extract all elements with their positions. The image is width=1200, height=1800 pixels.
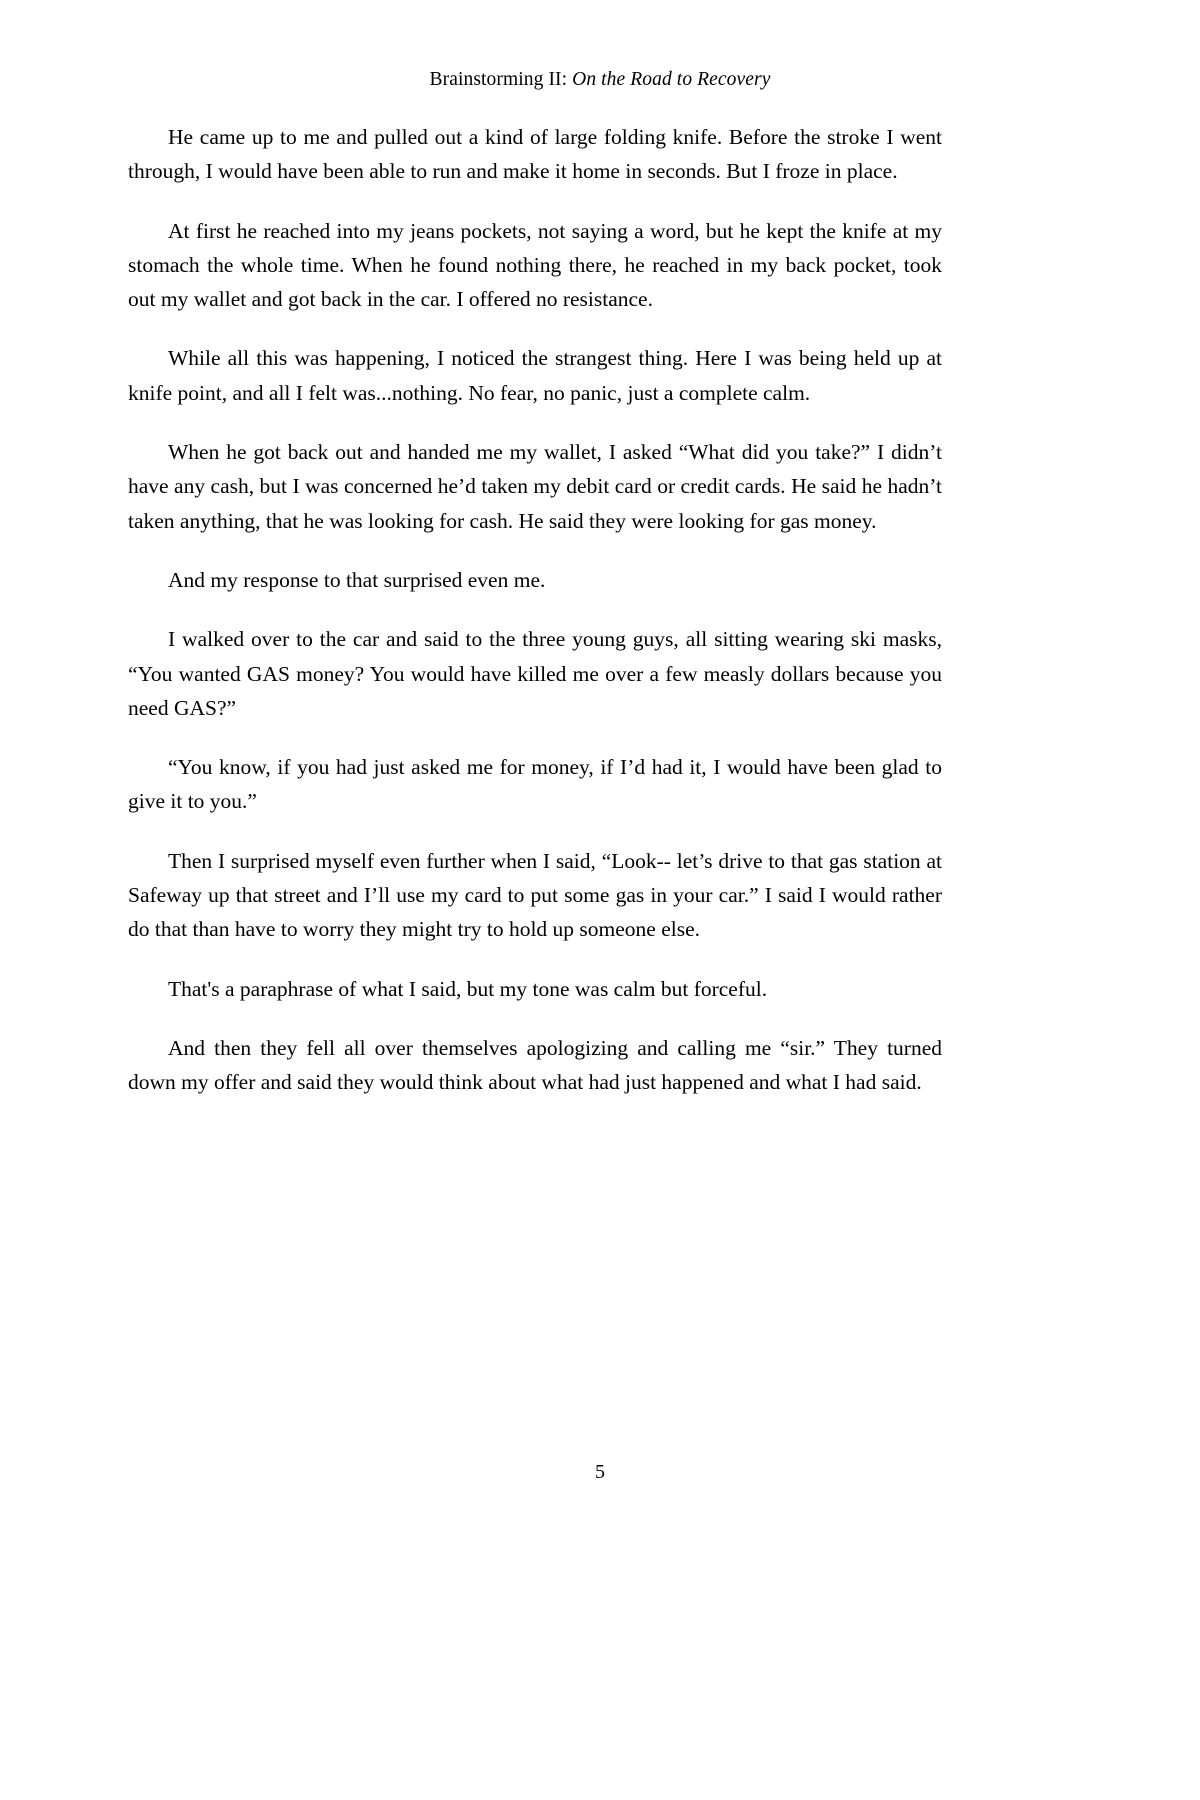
running-header: [0, 68, 1200, 91]
paragraph: At first he reached into my jeans pockets, not saying a word, but he kept the knife at my stomach the whole time. When he found nothing there, he reached in my back pocket, took out my wallet and got back in the car. I offered no resistance.: [128, 218, 942, 312]
paragraph: And then they fell all over themselves apologizing and calling me “sir.” They turned down my offer and said they would think about what had just happened and what I had said.: [128, 1035, 942, 1095]
page-number: 5: [595, 1461, 605, 1483]
header-title-main: Brainstorming II:: [429, 69, 573, 90]
paragraph: Then I surprised myself even further when I said, “Look-- let’s drive to that gas station at Safeway up that street and I’ll use my card to put some gas in your car.” I said I would rather do that than have to worry they might try to hold up someone else.: [128, 848, 942, 942]
paragraph: While all this was happening, I noticed the strangest thing. Here I was being held up at knife point, and all I felt was...nothing. No fear, no panic, just a complete calm.: [128, 346, 942, 405]
body-text-column: [128, 120, 942, 1100]
paragraph: He came up to me and pulled out a kind of large folding knife. Before the stroke I went through, I would have been able to run and make it home in seconds. But I froze in place.: [128, 125, 942, 184]
paragraph: That's a paraphrase of what I said, but my tone was calm but forceful.: [168, 976, 768, 1001]
header-title-subtitle: On the Road to Recovery: [572, 69, 771, 90]
paragraph: And my response to that surprised even me.: [168, 567, 546, 592]
paragraph: When he got back out and handed me my wallet, I asked “What did you take?” I didn’t have any cash, but I was concerned he’d taken my debit card or credit cards. He said he hadn’t taken anything, that he was looking for cash. He said they were looking for gas money.: [128, 440, 942, 533]
paragraph: I walked over to the car and said to the three young guys, all sitting wearing ski masks, “You wanted GAS money? You would have killed me over a few measly dollars because you need GAS?”: [128, 627, 942, 720]
paragraph: “You know, if you had just asked me for money, if I’d had it, I would have been glad to give it to you.”: [128, 755, 942, 814]
